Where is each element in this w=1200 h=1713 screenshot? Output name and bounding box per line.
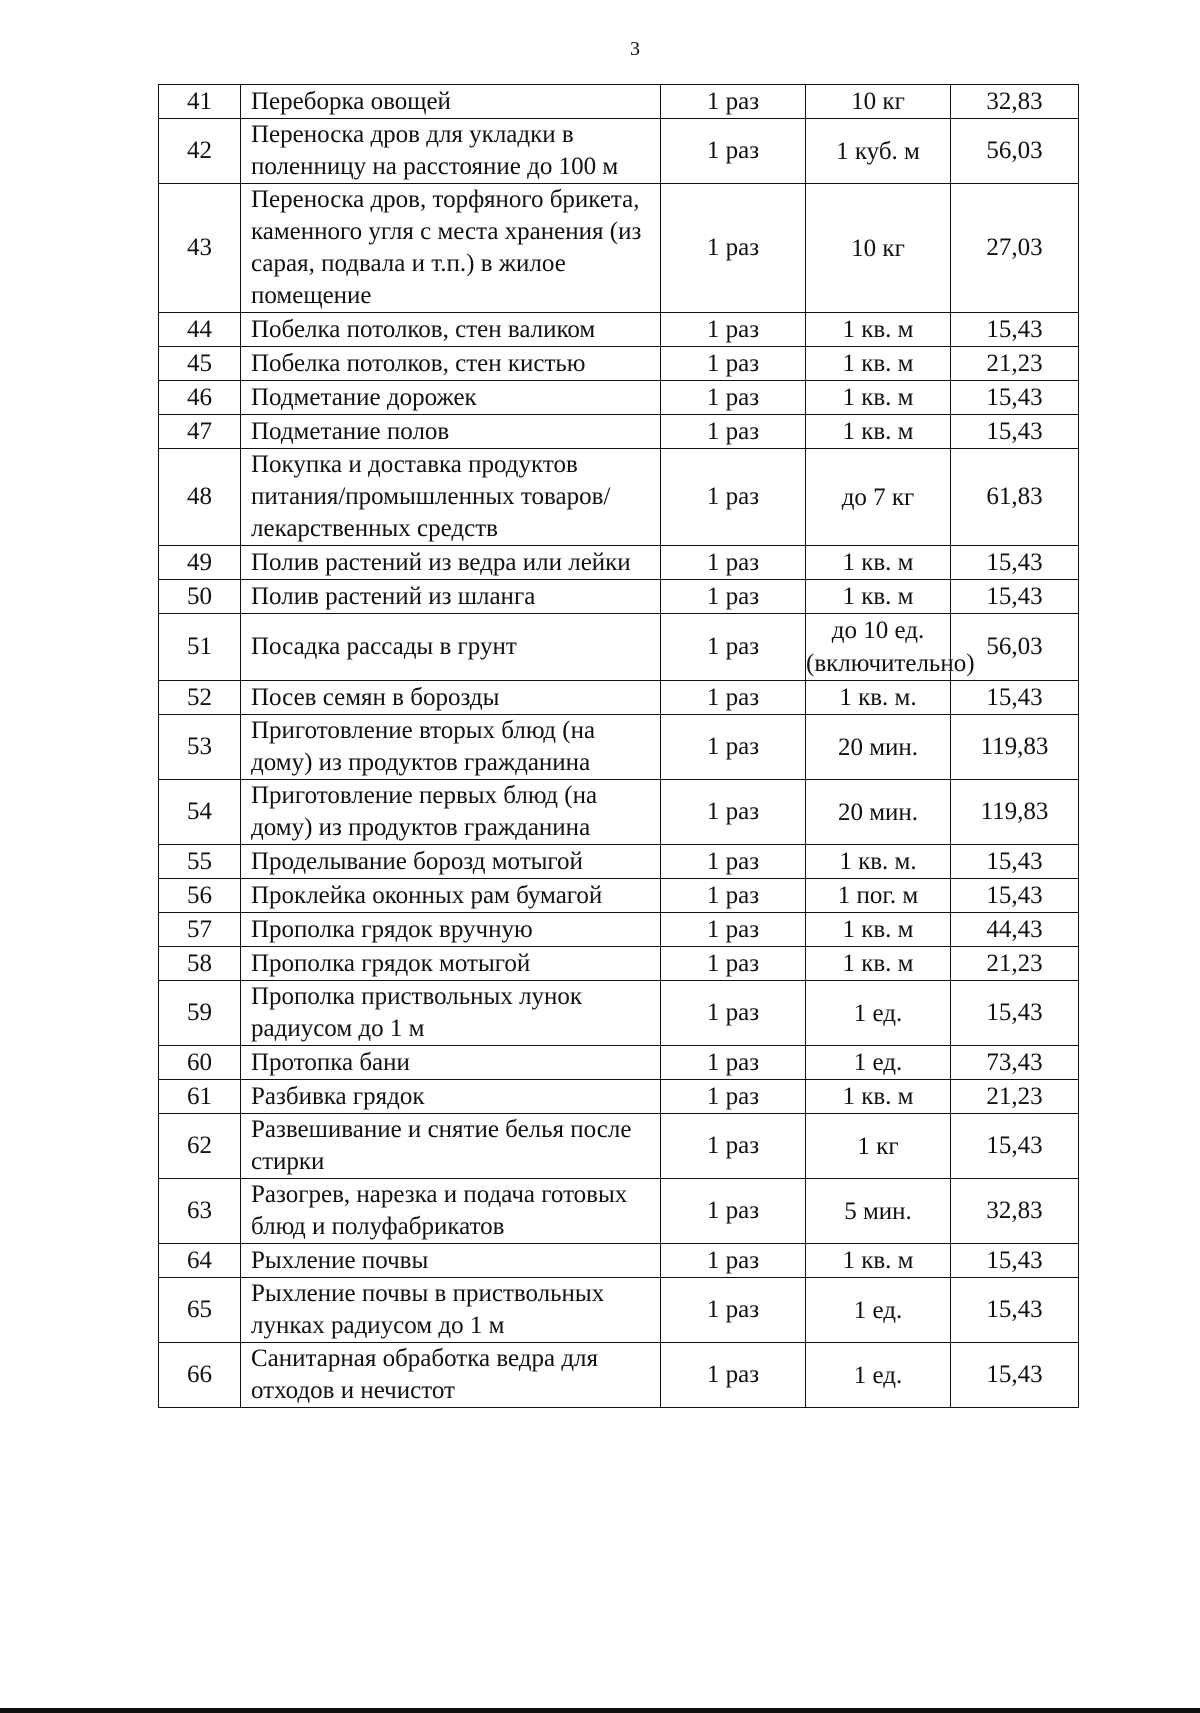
table-row <box>159 381 1079 415</box>
unit-cell: 1 кв. м <box>806 947 951 981</box>
price-cell: 27,03 <box>951 184 1079 313</box>
row-number-cell: 61 <box>159 1080 241 1114</box>
price-cell: 21,23 <box>951 347 1079 381</box>
unit-cell: 1 кв. м <box>806 546 951 580</box>
service-name-cell: Прополка приствольных лунок радиусом до 1 м <box>241 981 661 1046</box>
price-cell: 15,43 <box>951 845 1079 879</box>
price-cell: 15,43 <box>951 415 1079 449</box>
row-number-cell: 45 <box>159 347 241 381</box>
row-number-cell: 52 <box>159 681 241 715</box>
table-row <box>159 580 1079 614</box>
table-row <box>159 879 1079 913</box>
service-name-cell: Полив растений из шланга <box>241 580 661 614</box>
row-number-cell: 57 <box>159 913 241 947</box>
service-name-cell: Переноска дров, торфяного брикета, каменного угля с места хранения (из сарая, подвала и т.п.) в жилое помещение <box>241 184 661 313</box>
row-number-cell: 60 <box>159 1046 241 1080</box>
service-name-cell: Рыхление почвы <box>241 1244 661 1278</box>
price-cell: 21,23 <box>951 947 1079 981</box>
row-number-cell: 43 <box>159 184 241 313</box>
row-number-cell: 56 <box>159 879 241 913</box>
service-name-cell: Подметание полов <box>241 415 661 449</box>
row-number-cell: 63 <box>159 1179 241 1244</box>
frequency-cell: 1 раз <box>661 947 806 981</box>
unit-cell: 1 кв. м <box>806 415 951 449</box>
service-name-cell: Прополка грядок вручную <box>241 913 661 947</box>
frequency-cell: 1 раз <box>661 1080 806 1114</box>
frequency-cell: 1 раз <box>661 715 806 780</box>
unit-cell: 5 мин. <box>806 1179 951 1244</box>
frequency-cell: 1 раз <box>661 913 806 947</box>
frequency-cell: 1 раз <box>661 347 806 381</box>
row-number-cell: 53 <box>159 715 241 780</box>
row-number-cell: 41 <box>159 85 241 119</box>
row-number-cell: 50 <box>159 580 241 614</box>
frequency-cell: 1 раз <box>661 313 806 347</box>
unit-cell: 1 кв. м <box>806 1080 951 1114</box>
frequency-cell: 1 раз <box>661 546 806 580</box>
table-row <box>159 1244 1079 1278</box>
service-name-cell: Протопка бани <box>241 1046 661 1080</box>
price-cell: 56,03 <box>951 119 1079 184</box>
row-number-cell: 65 <box>159 1278 241 1343</box>
unit-cell: 20 мин. <box>806 715 951 780</box>
price-cell: 15,43 <box>951 1343 1079 1408</box>
table-row <box>159 780 1079 845</box>
table-row <box>159 415 1079 449</box>
table-row <box>159 947 1079 981</box>
frequency-cell: 1 раз <box>661 681 806 715</box>
table-row <box>159 1080 1079 1114</box>
row-number-cell: 62 <box>159 1114 241 1179</box>
service-name-cell: Приготовление вторых блюд (на дому) из продуктов гражданина <box>241 715 661 780</box>
unit-cell: 1 куб. м <box>806 119 951 184</box>
table-row <box>159 313 1079 347</box>
unit-cell: 10 кг <box>806 85 951 119</box>
price-cell: 32,83 <box>951 1179 1079 1244</box>
frequency-cell: 1 раз <box>661 580 806 614</box>
price-cell: 61,83 <box>951 449 1079 546</box>
service-name-cell: Полив растений из ведра или лейки <box>241 546 661 580</box>
unit-cell: 1 кв. м. <box>806 845 951 879</box>
frequency-cell: 1 раз <box>661 981 806 1046</box>
price-cell: 56,03 <box>951 614 1079 681</box>
service-name-cell: Побелка потолков, стен кистью <box>241 347 661 381</box>
frequency-cell: 1 раз <box>661 845 806 879</box>
frequency-cell: 1 раз <box>661 1244 806 1278</box>
row-number-cell: 66 <box>159 1343 241 1408</box>
price-cell: 15,43 <box>951 981 1079 1046</box>
unit-cell: 1 ед. <box>806 1278 951 1343</box>
service-name-cell: Подметание дорожек <box>241 381 661 415</box>
page-number: 3 <box>630 38 640 60</box>
service-name-cell: Посев семян в борозды <box>241 681 661 715</box>
frequency-cell: 1 раз <box>661 1046 806 1080</box>
row-number-cell: 54 <box>159 780 241 845</box>
frequency-cell: 1 раз <box>661 1343 806 1408</box>
table-row <box>159 546 1079 580</box>
frequency-cell: 1 раз <box>661 1278 806 1343</box>
row-number-cell: 47 <box>159 415 241 449</box>
row-number-cell: 44 <box>159 313 241 347</box>
row-number-cell: 59 <box>159 981 241 1046</box>
table-row <box>159 184 1079 313</box>
unit-cell: 1 кв. м <box>806 1244 951 1278</box>
row-number-cell: 42 <box>159 119 241 184</box>
service-name-cell: Покупка и доставка продуктов питания/промышленных товаров/лекарственных средств <box>241 449 661 546</box>
price-cell: 119,83 <box>951 780 1079 845</box>
unit-cell: 1 ед. <box>806 981 951 1046</box>
table-row <box>159 85 1079 119</box>
scan-bottom-edge <box>0 1708 1200 1713</box>
service-name-cell: Разбивка грядок <box>241 1080 661 1114</box>
service-name-cell: Приготовление первых блюд (на дому) из продуктов гражданина <box>241 780 661 845</box>
table-row <box>159 614 1079 681</box>
service-name-cell: Побелка потолков, стен валиком <box>241 313 661 347</box>
price-cell: 15,43 <box>951 1114 1079 1179</box>
row-number-cell: 51 <box>159 614 241 681</box>
service-name-cell: Переноска дров для укладки в поленницу на расстояние до 100 м <box>241 119 661 184</box>
price-cell: 119,83 <box>951 715 1079 780</box>
unit-cell: 1 кг <box>806 1114 951 1179</box>
price-cell: 15,43 <box>951 1244 1079 1278</box>
unit-cell: до 10 ед. (включительно) <box>806 614 951 681</box>
price-cell: 15,43 <box>951 681 1079 715</box>
frequency-cell: 1 раз <box>661 780 806 845</box>
price-cell: 15,43 <box>951 879 1079 913</box>
price-cell: 44,43 <box>951 913 1079 947</box>
price-cell: 15,43 <box>951 313 1079 347</box>
service-name-cell: Переборка овощей <box>241 85 661 119</box>
table-row <box>159 981 1079 1046</box>
frequency-cell: 1 раз <box>661 1179 806 1244</box>
service-name-cell: Проклейка оконных рам бумагой <box>241 879 661 913</box>
table-row <box>159 1343 1079 1408</box>
price-cell: 73,43 <box>951 1046 1079 1080</box>
table-row <box>159 1114 1079 1179</box>
table-row <box>159 449 1079 546</box>
row-number-cell: 46 <box>159 381 241 415</box>
unit-cell: 1 кв. м <box>806 913 951 947</box>
service-name-cell: Разогрев, нарезка и подача готовых блюд и полуфабрикатов <box>241 1179 661 1244</box>
unit-cell: 1 кв. м <box>806 580 951 614</box>
services-table <box>158 84 1079 1408</box>
unit-cell: 1 кв. м <box>806 313 951 347</box>
frequency-cell: 1 раз <box>661 1114 806 1179</box>
service-name-cell: Санитарная обработка ведра для отходов и нечистот <box>241 1343 661 1408</box>
frequency-cell: 1 раз <box>661 85 806 119</box>
service-name-cell: Посадка рассады в грунт <box>241 614 661 681</box>
service-name-cell: Рыхление почвы в приствольных лунках радиусом до 1 м <box>241 1278 661 1343</box>
table-row <box>159 681 1079 715</box>
table-row <box>159 1179 1079 1244</box>
row-number-cell: 58 <box>159 947 241 981</box>
unit-cell: 10 кг <box>806 184 951 313</box>
unit-cell: 1 ед. <box>806 1046 951 1080</box>
unit-cell: до 7 кг <box>806 449 951 546</box>
frequency-cell: 1 раз <box>661 184 806 313</box>
table-row <box>159 347 1079 381</box>
price-cell: 32,83 <box>951 85 1079 119</box>
price-cell: 21,23 <box>951 1080 1079 1114</box>
price-cell: 15,43 <box>951 381 1079 415</box>
table-row <box>159 913 1079 947</box>
table-row <box>159 1046 1079 1080</box>
service-name-cell: Прополка грядок мотыгой <box>241 947 661 981</box>
unit-cell: 20 мин. <box>806 780 951 845</box>
frequency-cell: 1 раз <box>661 415 806 449</box>
table-row <box>159 119 1079 184</box>
frequency-cell: 1 раз <box>661 381 806 415</box>
row-number-cell: 64 <box>159 1244 241 1278</box>
table-row <box>159 1278 1079 1343</box>
price-cell: 15,43 <box>951 580 1079 614</box>
price-cell: 15,43 <box>951 546 1079 580</box>
row-number-cell: 55 <box>159 845 241 879</box>
service-name-cell: Развешивание и снятие белья после стирки <box>241 1114 661 1179</box>
frequency-cell: 1 раз <box>661 449 806 546</box>
unit-cell: 1 пог. м <box>806 879 951 913</box>
unit-cell: 1 ед. <box>806 1343 951 1408</box>
price-cell: 15,43 <box>951 1278 1079 1343</box>
row-number-cell: 49 <box>159 546 241 580</box>
unit-cell: 1 кв. м <box>806 381 951 415</box>
service-name-cell: Проделывание борозд мотыгой <box>241 845 661 879</box>
services-table-body <box>159 85 1079 1408</box>
unit-cell: 1 кв. м. <box>806 681 951 715</box>
table-row <box>159 845 1079 879</box>
unit-cell: 1 кв. м <box>806 347 951 381</box>
table-row <box>159 715 1079 780</box>
row-number-cell: 48 <box>159 449 241 546</box>
frequency-cell: 1 раз <box>661 119 806 184</box>
frequency-cell: 1 раз <box>661 614 806 681</box>
frequency-cell: 1 раз <box>661 879 806 913</box>
